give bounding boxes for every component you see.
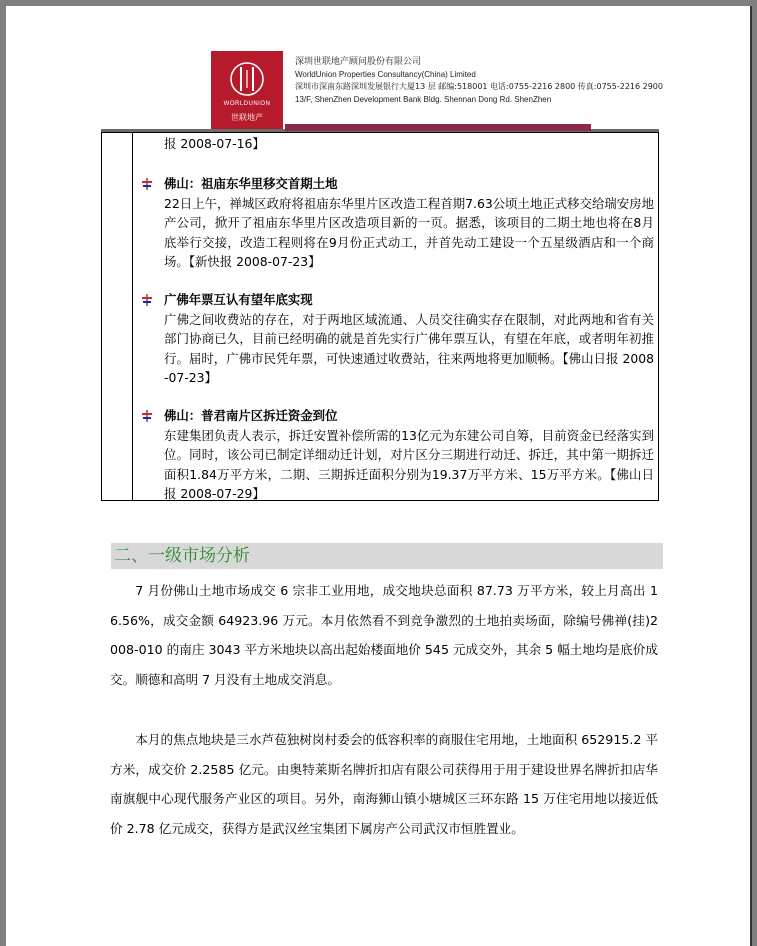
logo-mark-icon [228,60,266,98]
pin-bullet-icon [140,177,154,191]
company-name-en: WorldUnion Properties Consultancy(China) Limited [295,69,476,79]
news-item-body: 22日上午，禅城区政府将祖庙东华里片区改造工程首期7.63公顷土地正式移交给瑞安房地产公司，掀开了祖庙东华里片区改造项目新的一页。据悉，该项目的二期土地也将在8月底举行交接，改造工程则将在9月份正式动工，并首先动工建设一个五星级酒店和一个商场。【新快报 2008-07-23】 [164,195,654,269]
document-page [6,6,752,946]
logo-wordmark-cn: 世联地产 [231,113,263,122]
section-heading: 二、一级市场分析 [111,543,663,569]
table-column-divider [132,133,133,500]
news-item-title [140,406,660,426]
company-address-cn: 深圳市深南东路深圳发展银行大厦13 层 邮编:518001 电话:0755-2216 2800 传真:0755-2216 2900 [295,82,663,91]
company-name-cn: 深圳世联地产顾问股份有限公司 [295,57,422,67]
news-item-title [140,174,660,194]
pin-bullet-icon [140,293,154,307]
news-item-title-text: 佛山：祖庙东华里移交首期土地 [164,176,338,191]
news-item [140,290,660,388]
company-address-en: 13/F, ShenZhen Development Bank Bldg. Shennan Dong Rd. ShenZhen [295,94,552,104]
body-paragraph: 本月的焦点地块是三水芦苞独树岗村委会的低容积率的商服住宅用地，土地面积 652915.2 平方米，成交价 2.2585 亿元。由奥特莱斯名牌折扣店有限公司获得用于用于建设世界名牌折扣店华南旗舰中心现代服务产业区的项目。另外，南海狮山镇小塘城区三环东路 15 万住宅用地以接近低价 2.78 亿元成交，获得方是武汉丝宝集团下属房产公司武汉市恒胜置业。 [110,732,658,836]
news-continued-line: 报 2008-07-16】 [164,136,265,151]
company-logo [211,51,283,129]
body-paragraph: 7 月份佛山土地市场成交 6 宗非工业用地，成交地块总面积 87.73 万平方米，较上月高出 16.56%，成交金额 64923.96 万元。本月依然看不到竞争激烈的土地拍卖场面，除编号佛禅(挂)2008-010 的南庄 3043 平方米地块以高出起始楼面地价 545 元成交外，其余 5 幅土地均是底价成交。顺德和高明 7 月没有土地成交消息。 [110,583,658,687]
news-item [140,174,660,272]
header-accent-bar [285,124,591,131]
news-item-title-text: 佛山：普君南片区拆迁资金到位 [164,408,338,423]
news-item-title [140,290,660,310]
news-table [101,132,659,501]
news-item-body: 东建集团负责人表示，拆迁安置补偿所需的13亿元为东建公司自筹，目前资金已经落实到位。同时，该公司已制定详细动迁计划，对片区分三期进行动迁、拆迁，其中第一期拆迁面积1.84万平方米，二期、三期拆迁面积分别为19.37万平方米、15万平方米。【佛山日报 2008-07-29】 [164,427,654,501]
pin-bullet-icon [140,409,154,423]
news-item [140,406,660,504]
company-info [295,56,695,106]
news-item-body: 广佛之间收费站的存在，对于两地区域流通、人员交往确实存在限制，对此两地和省有关部门协商已久，目前已经明确的就是首先实行广佛年票互认，有望在年底，或者明年初推行。届时，广佛市民凭年票，可快速通过收费站，往来两地将更加顺畅。【佛山日报 2008-07-23】 [164,311,654,385]
logo-wordmark-en: WORLDUNION [223,101,271,107]
news-item-title-text: 广佛年票互认有望年底实现 [164,292,313,307]
